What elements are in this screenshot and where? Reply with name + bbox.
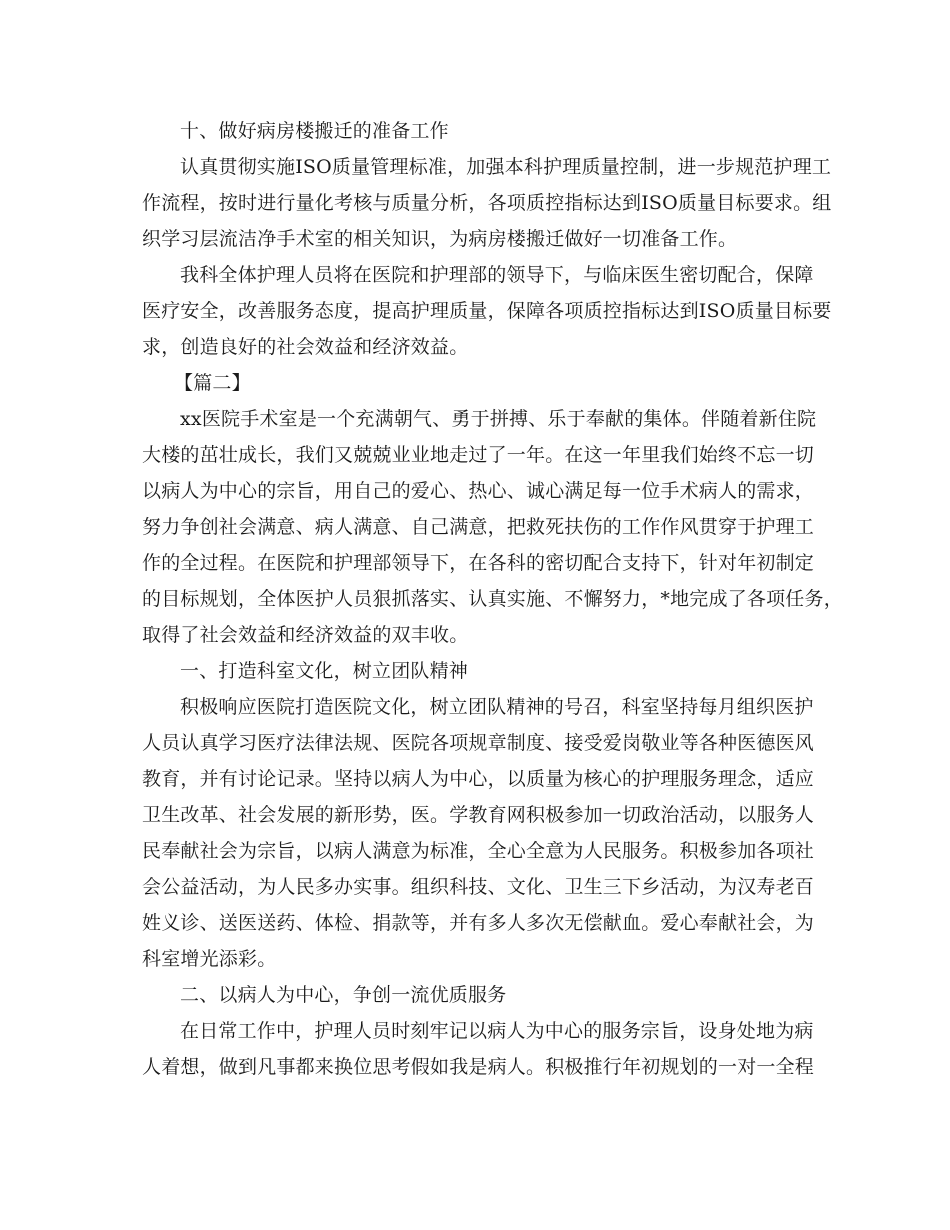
paragraph-line: 求，创造良好的社会效益和经济效益。 xyxy=(142,336,469,358)
paragraph-line: 姓义诊、送医送药、体检、捐款等，并有多人多次无偿献血。爱心奉献社会，为 xyxy=(142,912,815,934)
paragraph-line: 的目标规划，全体医护人员狠抓落实、认真实施、不懈努力，*地完成了各项任务， xyxy=(142,588,843,610)
paragraph-line: 人员认真学习医疗法律法规、医院各项规章制度、接受爱岗敬业等各种医德医风 xyxy=(142,732,815,754)
paragraph-line: 认真贯彻实施ISO质量管理标准，加强本科护理质量控制，进一步规范护理工 xyxy=(180,156,832,178)
paragraph-line: 卫生改革、社会发展的新形势，医。学教育网积极参加一切政治活动，以服务人 xyxy=(142,804,815,826)
paragraph-line: 我科全体护理人员将在医院和护理部的领导下，与临床医生密切配合，保障 xyxy=(180,264,814,286)
paragraph-line: 科室增光添彩。 xyxy=(142,948,277,970)
paragraph-line: 织学习层流洁净手术室的相关知识，为病房楼搬迁做好一切准备工作。 xyxy=(142,228,738,250)
paragraph-line: 在日常工作中，护理人员时刻牢记以病人为中心的服务宗旨，设身处地为病 xyxy=(180,1020,814,1042)
paragraph-line: 医疗安全，改善服务态度，提高护理质量，保障各项质控指标达到ISO质量目标要 xyxy=(142,300,832,322)
paragraph-line: 大楼的茁壮成长，我们又兢兢业业地走过了一年。在这一年里我们始终不忘一切 xyxy=(142,444,815,466)
paragraph-line: 以病人为中心的宗旨，用自己的爱心、热心、诚心满足每一位手术病人的需求， xyxy=(142,480,815,502)
paragraph-line: 民奉献社会为宗旨，以病人满意为标准，全心全意为人民服务。积极参加各项社 xyxy=(142,840,815,862)
paragraph-line: xx医院手术室是一个充满朝气、勇于拼搏、乐于奉献的集体。伴随着新住院 xyxy=(180,408,817,430)
paragraph-line: 教育，并有讨论记录。坚持以病人为中心，以质量为核心的护理服务理念，适应 xyxy=(142,768,815,790)
paragraph-line: 积极响应医院打造医院文化，树立团队精神的号召，科室坚持每月组织医护 xyxy=(180,696,814,718)
section-heading: 十、做好病房楼搬迁的准备工作 xyxy=(180,120,449,142)
paragraph-line: 取得了社会效益和经济效益的双丰收。 xyxy=(142,624,469,646)
paragraph-line: 作流程，按时进行量化考核与质量分析，各项质控指标达到ISO质量目标要求。组 xyxy=(142,192,832,214)
section-heading: 一、打造科室文化，树立团队精神 xyxy=(180,660,469,682)
paragraph-line: 会公益活动，为人民多办实事。组织科技、文化、卫生三下乡活动，为汉寿老百 xyxy=(142,876,815,898)
section-heading: 二、以病人为中心，争创一流优质服务 xyxy=(180,984,507,1006)
section-marker: 【篇二】 xyxy=(174,372,251,394)
paragraph-line: 人着想，做到凡事都来换位思考假如我是病人。积极推行年初规划的一对一全程 xyxy=(142,1056,815,1078)
paragraph-line: 作的全过程。在医院和护理部领导下，在各科的密切配合支持下，针对年初制定 xyxy=(142,552,815,574)
paragraph-line: 努力争创社会满意、病人满意、自己满意，把救死扶伤的工作作风贯穿于护理工 xyxy=(142,516,815,538)
